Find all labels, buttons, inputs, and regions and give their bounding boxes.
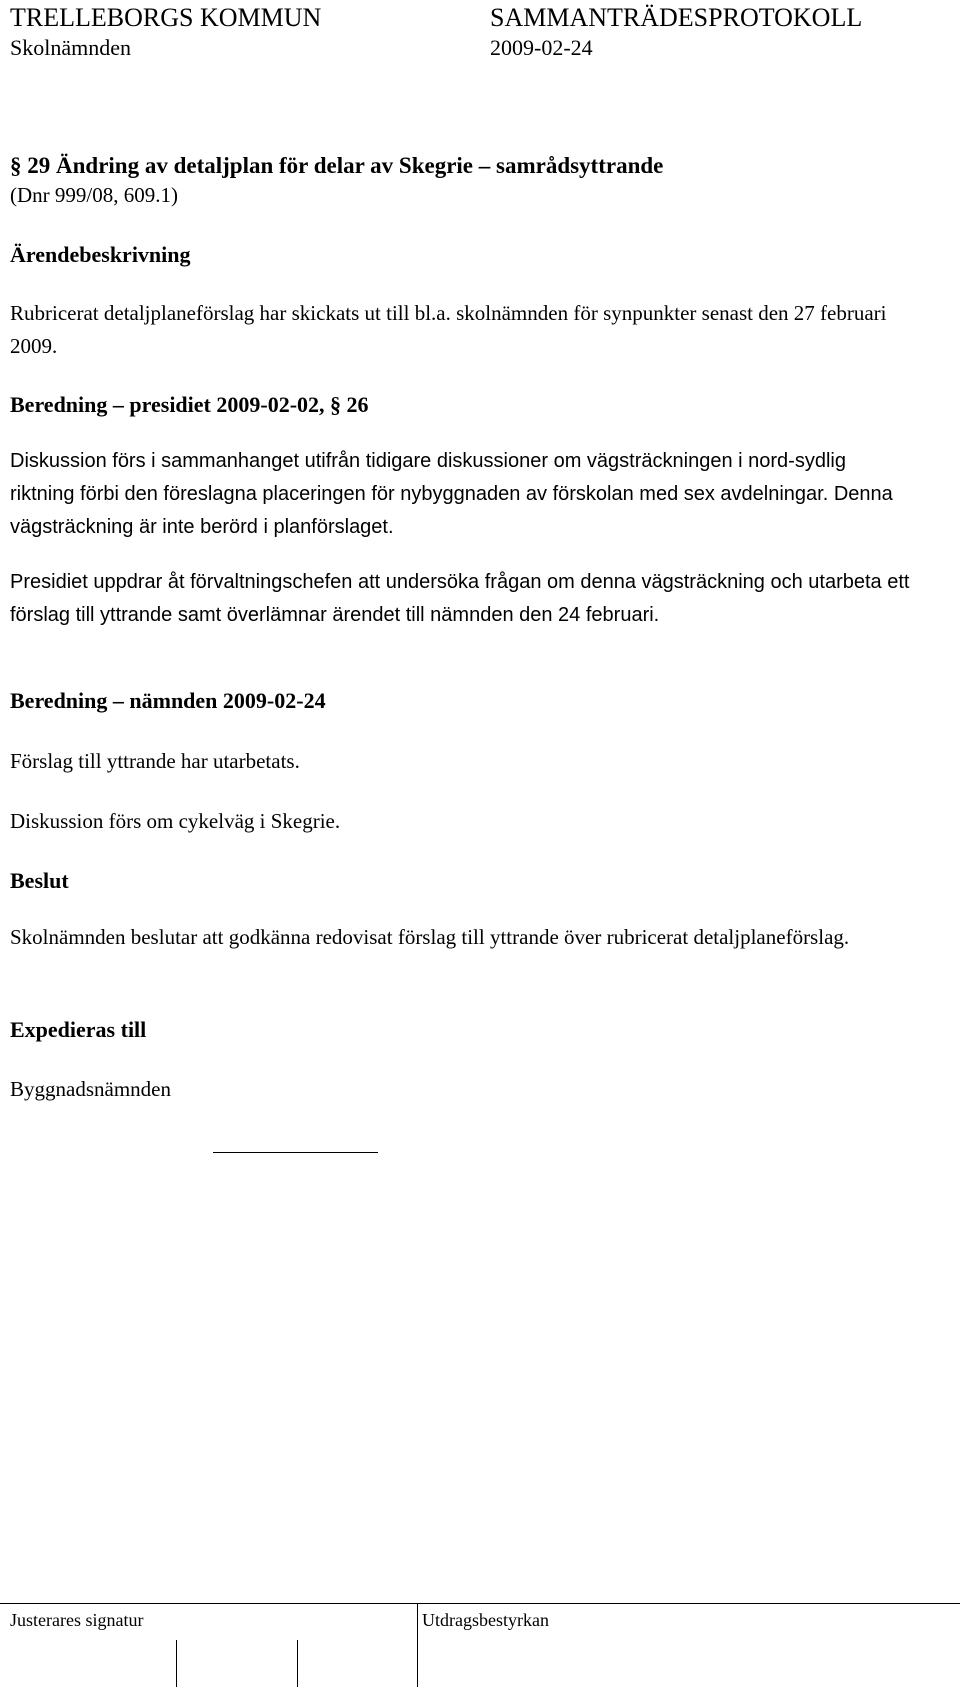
beredning-presidiet-heading — [10, 392, 369, 418]
signature-box-divider — [297, 1640, 298, 1687]
expedieras-recipient: Byggnadsnämnden — [10, 1077, 171, 1101]
municipality-name: TRELLEBORGS KOMMUN — [10, 3, 322, 32]
beredning-namnden-line-2: Diskussion förs om cykelväg i Skegrie. — [10, 809, 341, 833]
signature-line — [213, 1152, 378, 1153]
footer-column-divider — [417, 1603, 418, 1640]
beredning-namnden-heading: Beredning – nämnden 2009-02-24 — [10, 688, 326, 713]
beredning-presidiet-paragraph-1: Diskussion förs i sammanhanget utifrån tidigare diskussioner om vägsträckningen i nord-sydlig riktning förbi den föreslagna placeringen för nybyggnaden av förskolan med sex avdelningar. Denna vägsträckning är inte berörd i planförslaget. — [10, 450, 893, 538]
section-reference: (Dnr 999/08, 609.1) — [10, 183, 178, 207]
arendebeskrivning-text: Rubricerat detaljplaneförslag har skickats ut till bl.a. skolnämnden för synpunkter senast den 27 februari 2009. — [10, 301, 887, 358]
beredning-presidiet-heading-number: 26 — [346, 392, 369, 417]
document-type: SAMMANTRÄDESPROTOKOLL — [490, 3, 863, 32]
beredning-presidiet-heading-prefix: Beredning – presidiet 2009-02-02, — [10, 392, 325, 417]
footer-rule — [0, 1603, 960, 1604]
paragraph-symbol: § — [10, 153, 22, 178]
signature-box-divider — [417, 1640, 418, 1687]
section-title-text: 29 Ändring av detaljplan för delar av Skegrie – samrådsyttrande — [27, 153, 664, 178]
signature-box-divider — [176, 1640, 177, 1687]
expedieras-heading: Expedieras till — [10, 1017, 147, 1042]
beslut-heading: Beslut — [10, 868, 69, 893]
meeting-date: 2009-02-24 — [490, 35, 593, 60]
beredning-namnden-line-1: Förslag till yttrande har utarbetats. — [10, 749, 300, 773]
signature-label: Justerares signatur — [10, 1610, 144, 1630]
paragraph-symbol: § — [330, 392, 342, 417]
section-title — [10, 150, 663, 181]
arendebeskrivning-heading: Ärendebeskrivning — [10, 242, 191, 267]
beredning-presidiet-paragraph-2: Presidiet uppdrar åt förvaltningschefen att undersöka frågan om denna vägsträckning och utarbeta ett förslag till yttrande samt överlämnar ärendet till nämnden den 24 februari. — [10, 571, 910, 626]
committee-name: Skolnämnden — [10, 35, 131, 60]
certification-label: Utdragsbestyrkan — [422, 1610, 549, 1630]
beslut-text: Skolnämnden beslutar att godkänna redovisat förslag till yttrande över rubricerat detaljplaneförslag. — [10, 925, 850, 949]
